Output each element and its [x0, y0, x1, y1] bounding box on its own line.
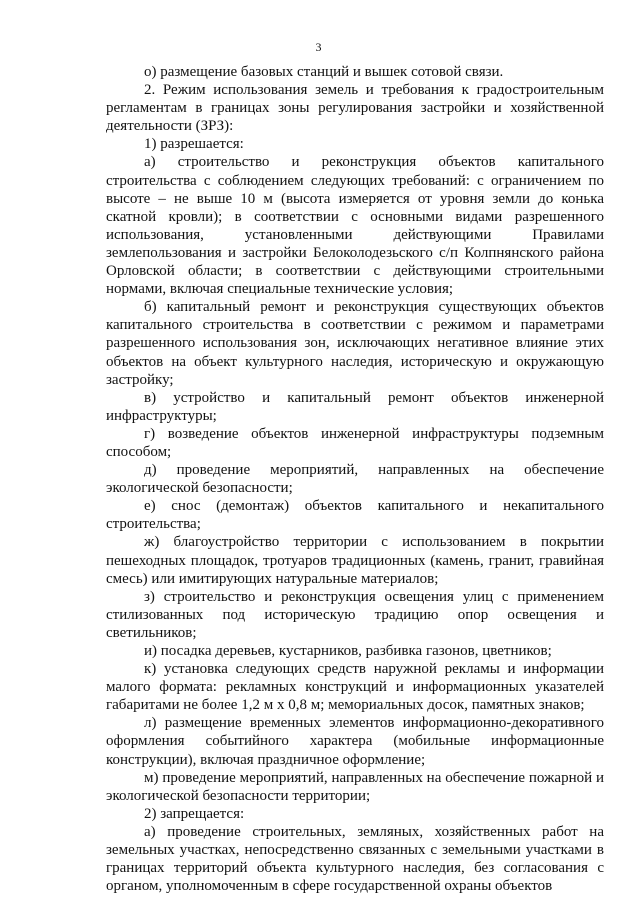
paragraph-allowed-b: б) капитальный ремонт и реконструкция существующих объектов капитального строительства в соответствии с режимом и параметрами разрешенного использования зон, исключающих негативное влияние этих объектов на объект культурного наследия, историческую и окружающую застройку;	[106, 299, 604, 388]
paragraph-zrz-regime-heading: 2. Режим использования земель и требования к градостроительным регламентам в границах зоны регулирования застройки и хозяйственной деятельности (ЗРЗ):	[106, 82, 604, 135]
paragraph-prohibited-a: а) проведение строительных, земляных, хозяйственных работ на земельных участках, непосредственно связанных с земельными участками в границах территорий объекта культурного наследия, без согласования с органом, уполномоченным в сфере государственной охраны объектов	[106, 823, 604, 895]
paragraph-allowed-z: з) строительство и реконструкция освещения улиц с применением стилизованных под историческую традицию опор освещения и светильников;	[106, 588, 604, 641]
paragraph-allowed-v: в) устройство и капитальный ремонт объектов инженерной инфраструктуры;	[106, 389, 604, 424]
paragraph-allowed-m: м) проведение мероприятий, направленных на обеспечение пожарной и экологической безопасности территории;	[106, 769, 604, 804]
document-body	[106, 63, 604, 895]
page-number: 3	[315, 40, 322, 54]
paragraph-allowed-g: г) возведение объектов инженерной инфраструктуры подземным способом;	[106, 425, 604, 460]
paragraph-allowed-a: а) строительство и реконструкция объектов капитального строительства с соблюдением следующих требований: с ограничением по высоте – не выше 10 м (высота измеряется от уровня земли до конька скатной кровли); в соответствии с основными видами разрешенного использования, установленными действующими Правилами землепользования и застройки Белоколодезьского с/п Колпнянского района Орловской области; в соответствии с действующими строительными нормами, включая специальные технические условия;	[106, 154, 604, 298]
paragraph-allowed-k: к) установка следующих средств наружной рекламы и информации малого формата: рекламных конструкций и информационных указателей габаритами не более 1,2 м х 0,8 м; мемориальных досок, памятных знаков;	[106, 661, 604, 714]
paragraph-allowed-l: л) размещение временных элементов информационно-декоративного оформления событийного характера (мобильные информационные конструкции), включая праздничное оформление;	[106, 715, 604, 768]
paragraph-o-base-stations: о) размещение базовых станций и вышек сотовой связи.	[144, 64, 504, 80]
paragraph-allowed-d: д) проведение мероприятий, направленных на обеспечение экологической безопасности;	[106, 462, 604, 497]
paragraph-allowed-i: и) посадка деревьев, кустарников, разбивка газонов, цветников;	[144, 643, 552, 659]
paragraph-allowed-zh: ж) благоустройство территории с использованием в покрытии пешеходных площадок, тротуаров традиционных (камень, гранит, гравийная смесь) или имитирующих натуральные материалов;	[106, 534, 604, 587]
paragraph-allowed-heading: 1) разрешается:	[144, 136, 244, 153]
paragraph-prohibited-heading: 2) запрещается:	[144, 805, 245, 822]
paragraph-allowed-e: е) снос (демонтаж) объектов капитального и некапитального строительства;	[106, 498, 604, 533]
